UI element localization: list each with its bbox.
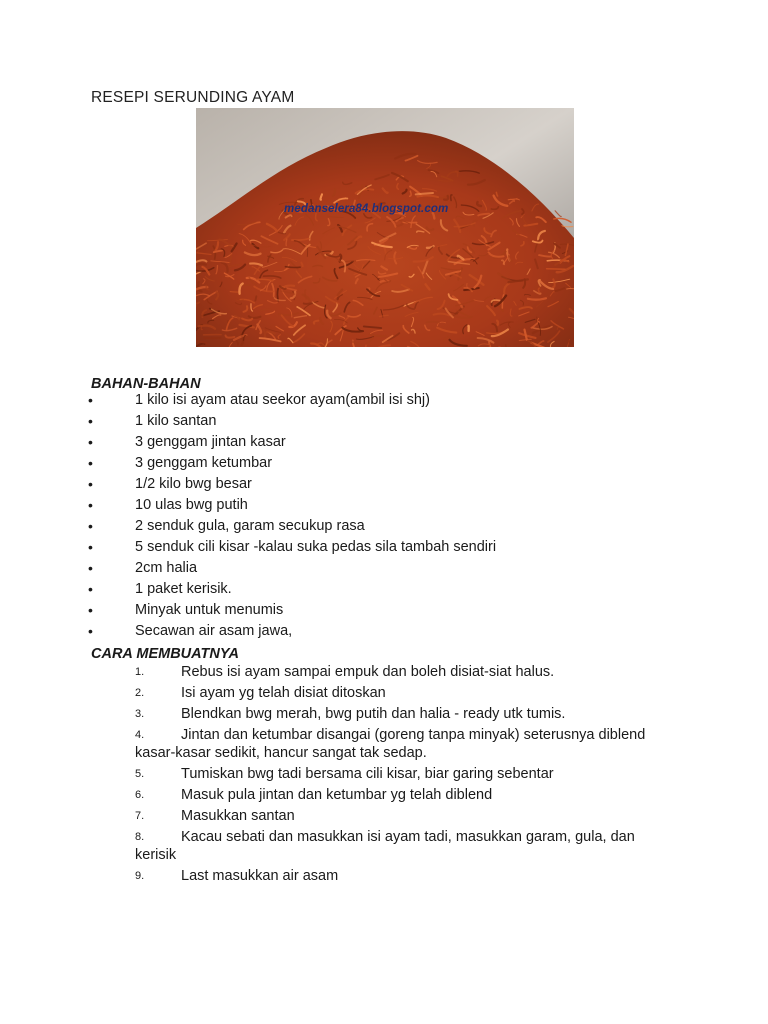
shred-texture bbox=[497, 321, 498, 325]
step-text: Kacau sebati dan masukkan isi ayam tadi, masukkan garam, gula, dan bbox=[181, 829, 635, 845]
ingredient-text: 1 paket kerisik. bbox=[135, 581, 232, 597]
photo-watermark: medanselera84.blogspot.com bbox=[284, 203, 449, 215]
step-text: Rebus isi ayam sampai empuk dan boleh disiat-siat halus. bbox=[181, 664, 555, 680]
bullet-icon: • bbox=[88, 476, 93, 492]
ingredient-text: 2cm halia bbox=[135, 560, 198, 576]
bullet-icon: • bbox=[88, 497, 93, 513]
ingredient-item bbox=[0, 497, 768, 518]
step-number: 1. bbox=[135, 666, 145, 678]
step-text: Isi ayam yg telah disiat ditoskan bbox=[181, 685, 386, 701]
ingredient-text: 10 ulas bwg putih bbox=[135, 497, 248, 513]
shred-texture bbox=[286, 239, 287, 246]
shred-texture bbox=[567, 289, 574, 290]
shred-texture bbox=[538, 288, 539, 292]
ingredient-text: 3 genggam jintan kasar bbox=[135, 434, 286, 450]
ingredient-item bbox=[0, 476, 768, 497]
ingredient-text: Secawan air asam jawa, bbox=[135, 623, 293, 639]
ingredient-text: 5 senduk cili kisar -kalau suka pedas sila tambah sendiri bbox=[135, 539, 497, 555]
shred-texture bbox=[255, 296, 256, 300]
shred-texture bbox=[285, 267, 300, 268]
bullet-icon: • bbox=[88, 560, 93, 576]
step-number: 6. bbox=[135, 789, 145, 801]
step-text: Tumiskan bwg tadi bersama cili kisar, biar garing sebentar bbox=[181, 766, 554, 782]
shred-texture bbox=[277, 289, 278, 301]
serunding-photo-graphic bbox=[196, 108, 574, 347]
step-text: Masukkan santan bbox=[181, 808, 295, 824]
ingredient-item bbox=[0, 413, 768, 434]
ingredient-item bbox=[0, 539, 768, 560]
step-text: Last masukkan air asam bbox=[181, 868, 339, 884]
ingredient-text: 1 kilo santan bbox=[135, 413, 217, 429]
bullet-icon: • bbox=[88, 413, 93, 429]
step-text-continued: kerisik bbox=[135, 847, 177, 863]
shred-texture bbox=[304, 303, 312, 304]
step-text: Blendkan bwg merah, bwg putih dan halia - ready utk tumis. bbox=[181, 706, 566, 722]
ingredients-heading: BAHAN-BAHAN bbox=[91, 376, 201, 392]
ingredient-text: 2 senduk gula, garam secukup rasa bbox=[135, 518, 365, 534]
shred-texture bbox=[547, 269, 565, 270]
ingredient-item bbox=[0, 602, 768, 623]
ingredient-item bbox=[0, 518, 768, 539]
step-number: 9. bbox=[135, 870, 145, 882]
ingredient-text: Minyak untuk menumis bbox=[135, 602, 284, 618]
step-number: 8. bbox=[135, 831, 145, 843]
step-text: Jintan dan ketumbar disangai (goreng tanpa minyak) seterusnya diblend bbox=[181, 727, 646, 743]
shred-texture bbox=[416, 193, 433, 194]
ingredient-item bbox=[0, 560, 768, 581]
bullet-icon: • bbox=[88, 434, 93, 450]
bullet-icon: • bbox=[88, 539, 93, 555]
bullet-icon: • bbox=[88, 518, 93, 534]
ingredient-item bbox=[0, 623, 768, 644]
serunding-photo bbox=[196, 108, 574, 347]
recipe-title: RESEPI SERUNDING AYAM bbox=[91, 89, 295, 106]
method-heading: CARA MEMBUATNYA bbox=[91, 646, 239, 662]
ingredient-item bbox=[0, 392, 768, 413]
bullet-icon: • bbox=[88, 623, 93, 639]
step-text: Masuk pula jintan dan ketumbar yg telah diblend bbox=[181, 787, 493, 803]
bullet-icon: • bbox=[88, 602, 93, 618]
ingredient-text: 1 kilo isi ayam atau seekor ayam(ambil isi shj) bbox=[135, 392, 430, 408]
step-number: 7. bbox=[135, 810, 145, 822]
step-number: 5. bbox=[135, 768, 145, 780]
bullet-icon: • bbox=[88, 392, 93, 408]
step-number: 4. bbox=[135, 729, 145, 741]
bullet-icon: • bbox=[88, 455, 93, 471]
ingredient-item bbox=[0, 455, 768, 476]
bullet-icon: • bbox=[88, 581, 93, 597]
step-number: 3. bbox=[135, 708, 145, 720]
ingredient-item bbox=[0, 581, 768, 602]
step-text-continued: kasar-kasar sedikit, hancur sangat tak sedap. bbox=[135, 745, 427, 761]
step-number: 2. bbox=[135, 687, 145, 699]
ingredient-text: 1/2 kilo bwg besar bbox=[135, 476, 252, 492]
ingredient-text: 3 genggam ketumbar bbox=[135, 455, 273, 471]
ingredient-item bbox=[0, 434, 768, 455]
